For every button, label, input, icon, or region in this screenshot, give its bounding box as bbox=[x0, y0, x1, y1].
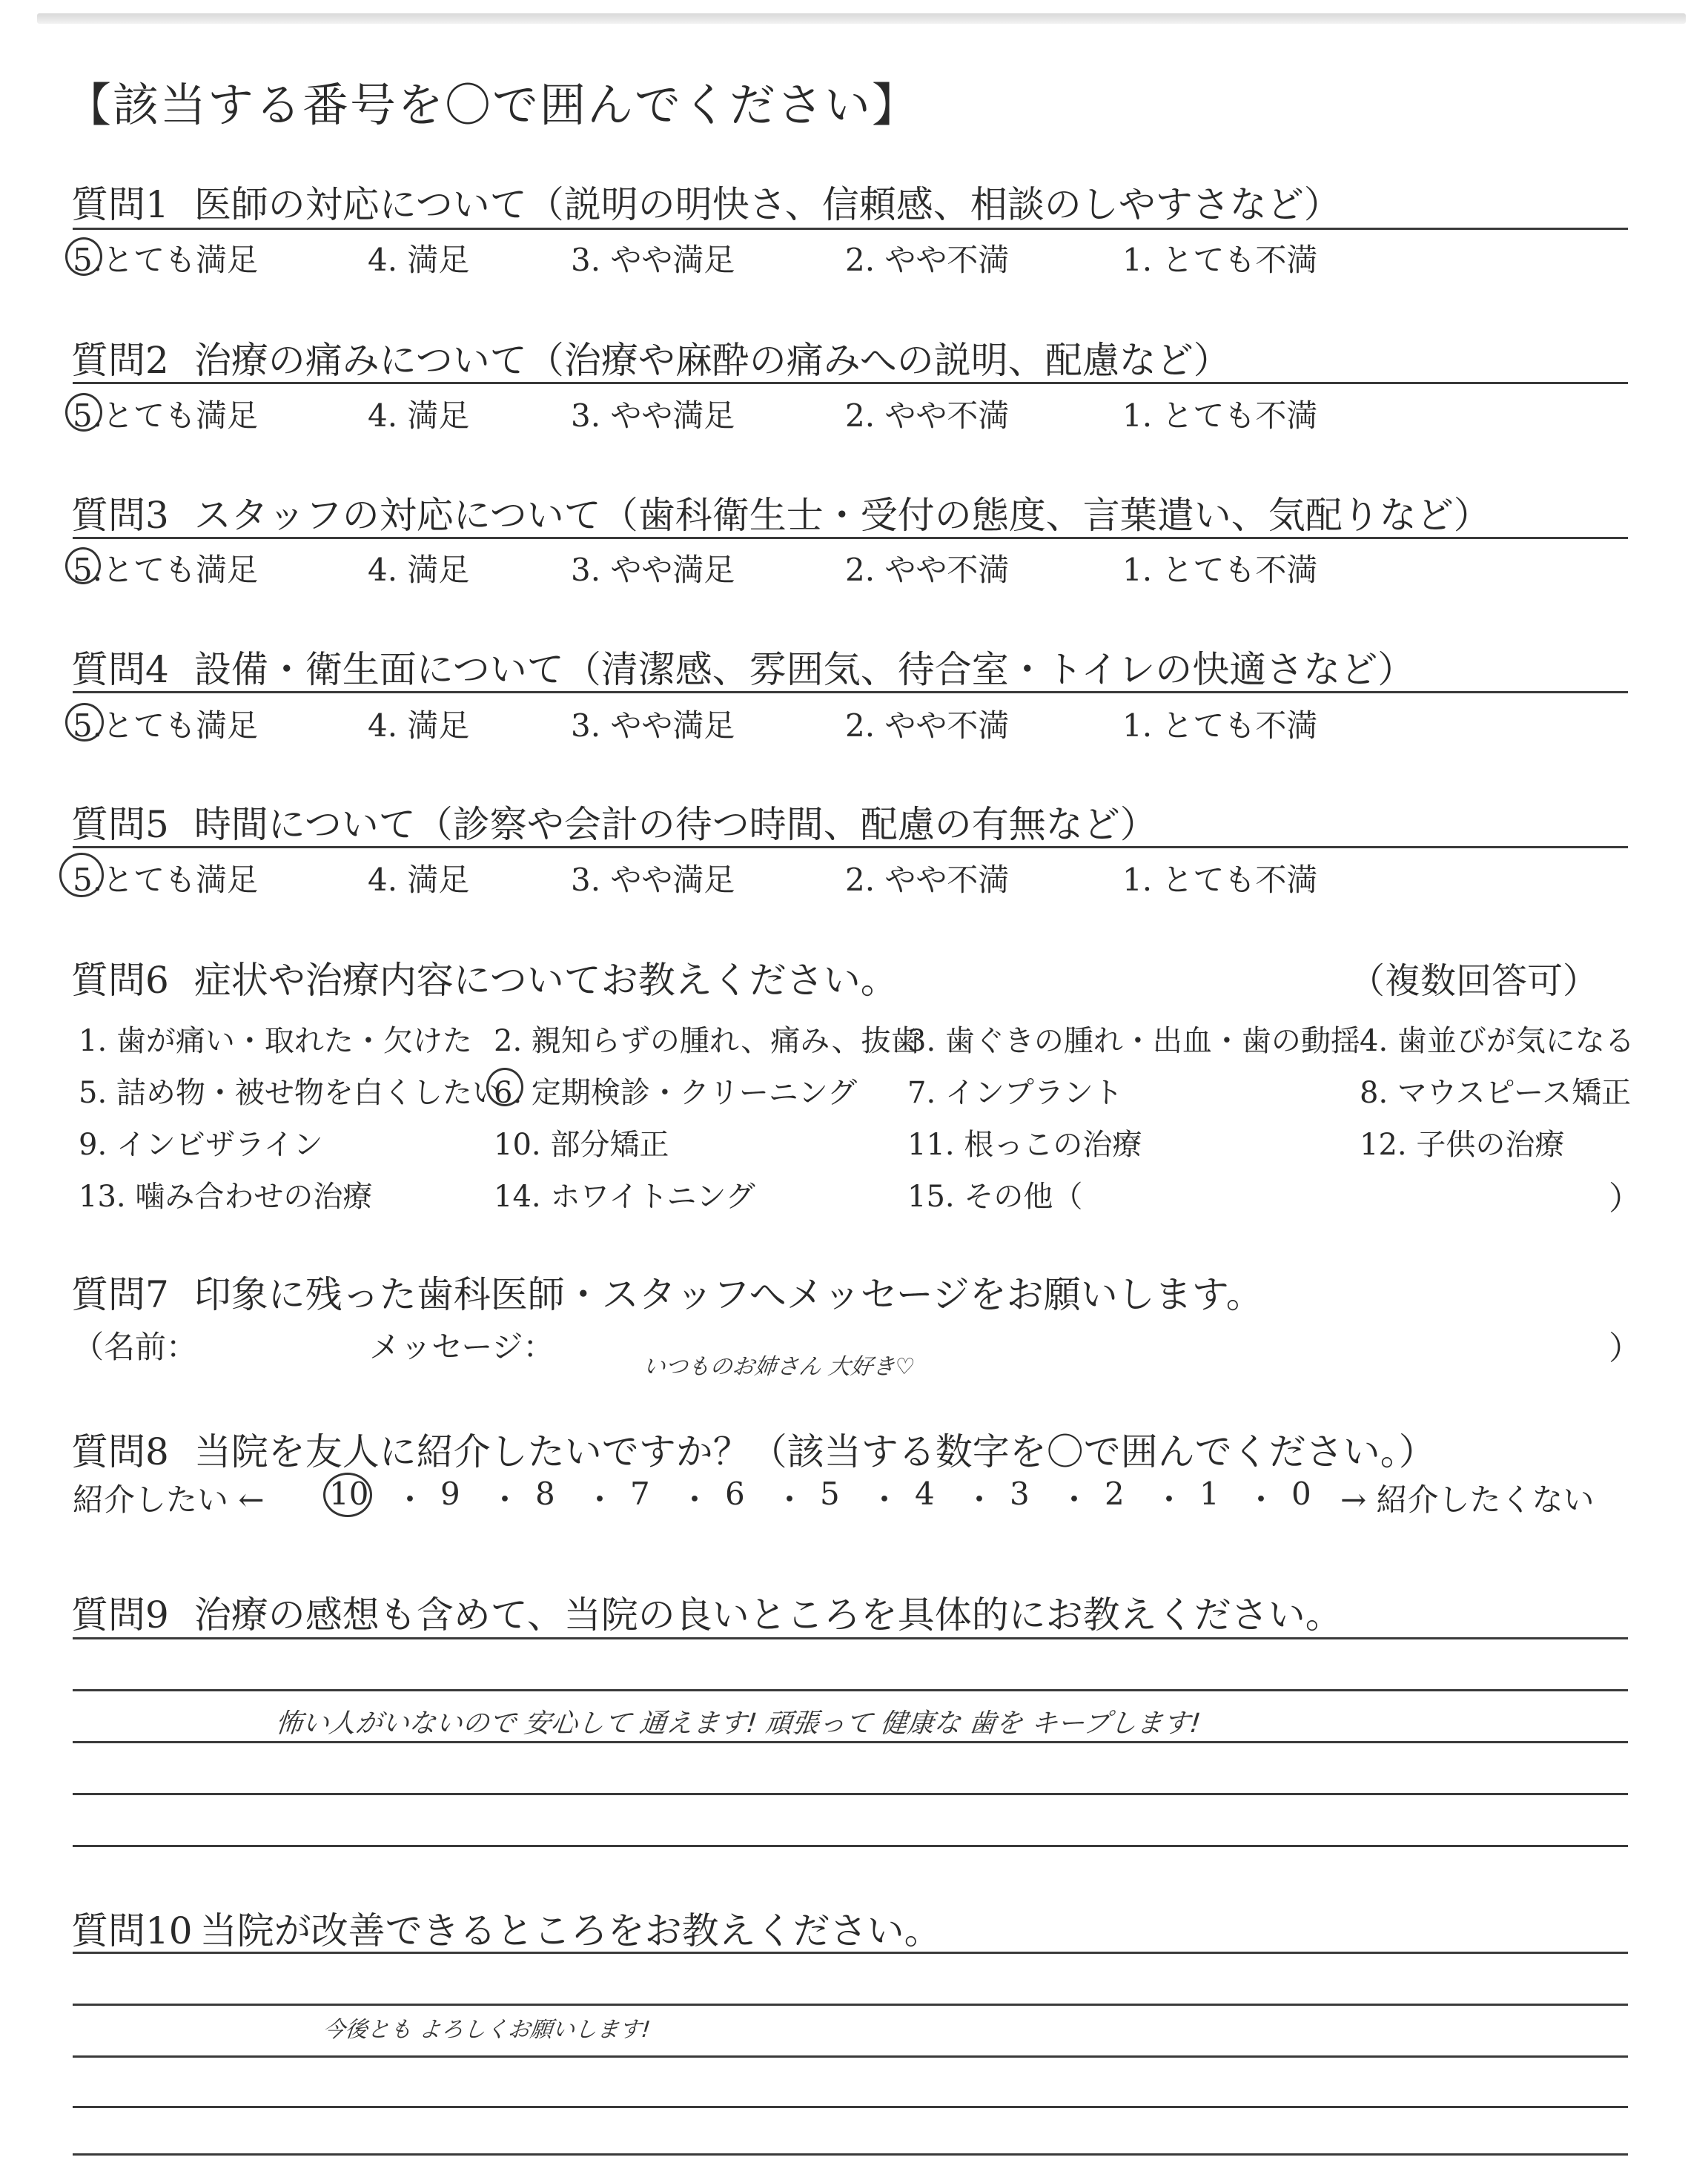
q4-option-1[interactable]: 1. とても不満 bbox=[1122, 707, 1318, 744]
q5-option-4[interactable]: 4. 満足 bbox=[368, 862, 470, 898]
q2-option-3[interactable]: 3. やや満足 bbox=[571, 397, 735, 434]
question-8-text: 当院を友人に紹介したいですか？（該当する数字を〇で囲んでください。） bbox=[193, 1430, 1436, 1473]
q8-sep: ・ bbox=[964, 1482, 996, 1518]
q8-sep: ・ bbox=[1245, 1482, 1277, 1518]
q6-item-4[interactable]: 4. 歯並びが気になる bbox=[1360, 1024, 1635, 1058]
q8-sep: ・ bbox=[774, 1482, 806, 1518]
q8-left-label: 紹介したい ← bbox=[73, 1482, 265, 1518]
q6-item-7[interactable]: 7. インプラント bbox=[907, 1076, 1123, 1110]
q1-option-1[interactable]: 1. とても不満 bbox=[1122, 242, 1318, 278]
q8-score-2[interactable]: 2 bbox=[1105, 1476, 1125, 1512]
question-9-number: 質問9 bbox=[71, 1593, 169, 1636]
q6-item-11[interactable]: 11. 根っこの治療 bbox=[907, 1128, 1142, 1162]
q6-item-10[interactable]: 10. 部分矯正 bbox=[494, 1128, 669, 1162]
q8-score-7[interactable]: 7 bbox=[630, 1476, 650, 1512]
question-3-number: 質問3 bbox=[71, 494, 169, 537]
q7-handwritten-message[interactable]: いつものお姉さん 大好き♡ bbox=[641, 1354, 916, 1380]
q9-writing-line bbox=[73, 1845, 1628, 1847]
q10-writing-line bbox=[73, 2153, 1628, 2156]
q8-score-10[interactable]: 10 bbox=[329, 1476, 369, 1512]
q3-option-5[interactable]: 5.とても満足 bbox=[73, 552, 259, 588]
scan-top-edge bbox=[37, 13, 1686, 24]
q6-item-5[interactable]: 5. 詰め物・被せ物を白くしたい bbox=[79, 1076, 502, 1110]
q6-item-6[interactable]: 6. 定期検診・クリーニング bbox=[494, 1076, 858, 1110]
question-10-text: 当院が改善できるところをお教えください。 bbox=[199, 1909, 941, 1952]
q8-score-3[interactable]: 3 bbox=[1010, 1476, 1030, 1512]
q1-option-5[interactable]: 5.とても満足 bbox=[73, 242, 259, 278]
q8-sep: ・ bbox=[869, 1482, 901, 1518]
q3-option-4[interactable]: 4. 満足 bbox=[368, 552, 470, 588]
question-1-number: 質問1 bbox=[71, 183, 169, 226]
question-7-text: 印象に残った歯科医師・スタッフへメッセージをお願いします。 bbox=[193, 1273, 1263, 1316]
q6-item-15[interactable]: 15. その他（ bbox=[907, 1180, 1083, 1214]
q3-option-2[interactable]: 2. やや不満 bbox=[845, 552, 1010, 588]
question-7-heading bbox=[71, 1265, 1263, 1318]
q9-writing-line bbox=[73, 1637, 1628, 1639]
q1-option-4[interactable]: 4. 満足 bbox=[368, 242, 470, 278]
question-4-text: 設備・衛生面について（清潔感、雰囲気、待合室・トイレの快適さなど） bbox=[193, 648, 1415, 691]
form-title: 【該当する番号を〇で囲んでください】 bbox=[65, 78, 920, 132]
question-6-heading bbox=[71, 951, 898, 1004]
question-1-text: 医師の対応について（説明の明快さ、信頼感、相談のしやすさなど） bbox=[193, 183, 1341, 226]
question-2-rule bbox=[73, 382, 1628, 384]
q1-option-2[interactable]: 2. やや不満 bbox=[845, 242, 1010, 278]
q8-sep: ・ bbox=[1059, 1482, 1090, 1518]
question-1-rule bbox=[73, 228, 1628, 230]
q8-score-0[interactable]: 0 bbox=[1291, 1476, 1311, 1512]
q9-handwritten-answer[interactable]: 怖い人がいないので 安心して 通えます! 頑張って 健康な 歯を キープします! bbox=[274, 1708, 1202, 1739]
q8-score-1[interactable]: 1 bbox=[1199, 1476, 1219, 1512]
q7-close-paren: ） bbox=[1609, 1330, 1641, 1367]
q10-writing-line bbox=[73, 2004, 1628, 2006]
question-5-number: 質問5 bbox=[71, 803, 169, 846]
question-6-number: 質問6 bbox=[71, 959, 169, 1002]
question-5-text: 時間について（診察や会計の待つ時間、配慮の有無など） bbox=[193, 803, 1157, 846]
q5-option-3[interactable]: 3. やや満足 bbox=[571, 862, 735, 898]
q8-score-5[interactable]: 5 bbox=[820, 1476, 840, 1512]
question-2-heading bbox=[71, 331, 1231, 384]
q7-name-label: （名前： bbox=[73, 1329, 198, 1365]
q10-writing-line bbox=[73, 1952, 1628, 1954]
q4-option-5[interactable]: 5.とても満足 bbox=[73, 707, 259, 744]
q6-item-9[interactable]: 9. インビザライン bbox=[79, 1128, 323, 1162]
q8-score-9[interactable]: 9 bbox=[440, 1476, 460, 1512]
question-8-heading bbox=[71, 1422, 1436, 1476]
q6-item-1[interactable]: 1. 歯が痛い・取れた・欠けた bbox=[79, 1024, 472, 1058]
q4-option-3[interactable]: 3. やや満足 bbox=[571, 707, 735, 744]
q6-item-3[interactable]: 3. 歯ぐきの腫れ・出血・歯の動揺 bbox=[907, 1024, 1360, 1058]
q8-right-label: → 紹介したくない bbox=[1340, 1482, 1595, 1518]
q1-option-3[interactable]: 3. やや満足 bbox=[571, 242, 735, 278]
question-4-heading bbox=[71, 640, 1414, 693]
q5-option-5[interactable]: 5.とても満足 bbox=[73, 862, 259, 898]
q9-writing-line bbox=[73, 1741, 1628, 1743]
q8-sep: ・ bbox=[1153, 1482, 1185, 1518]
q2-option-1[interactable]: 1. とても不満 bbox=[1122, 397, 1318, 434]
q10-writing-line bbox=[73, 2106, 1628, 2108]
q6-item-14[interactable]: 14. ホワイトニング bbox=[494, 1180, 755, 1214]
q6-item-12[interactable]: 12. 子供の治療 bbox=[1360, 1128, 1565, 1162]
question-3-text: スタッフの対応について（歯科衛生士・受付の態度、言葉遣い、気配りなど） bbox=[193, 494, 1491, 537]
question-2-number: 質問2 bbox=[71, 339, 169, 382]
q4-option-4[interactable]: 4. 満足 bbox=[368, 707, 470, 744]
q5-option-1[interactable]: 1. とても不満 bbox=[1122, 862, 1318, 898]
q10-handwritten-answer[interactable]: 今後とも よろしくお願いします! bbox=[321, 2017, 652, 2043]
question-10-number: 質問10 bbox=[71, 1909, 193, 1952]
question-2-text: 治療の痛みについて（治療や麻酔の痛みへの説明、配慮など） bbox=[193, 339, 1231, 382]
q10-writing-line bbox=[73, 2055, 1628, 2058]
question-4-rule bbox=[73, 691, 1628, 693]
q9-writing-line bbox=[73, 1793, 1628, 1795]
question-9-text: 治療の感想も含めて、当院の良いところを具体的にお教えください。 bbox=[193, 1593, 1343, 1636]
q8-score-6[interactable]: 6 bbox=[725, 1476, 745, 1512]
q2-option-5[interactable]: 5.とても満足 bbox=[73, 397, 259, 434]
q8-sep: ・ bbox=[489, 1482, 521, 1518]
question-8-number: 質問8 bbox=[71, 1430, 169, 1473]
q2-option-4[interactable]: 4. 満足 bbox=[368, 397, 470, 434]
q8-score-8[interactable]: 8 bbox=[535, 1476, 555, 1512]
q2-option-2[interactable]: 2. やや不満 bbox=[845, 397, 1010, 434]
question-5-heading bbox=[71, 795, 1157, 848]
q6-item-8[interactable]: 8. マウスピース矯正 bbox=[1360, 1076, 1632, 1110]
question-5-rule bbox=[73, 846, 1628, 848]
q4-option-2[interactable]: 2. やや不満 bbox=[845, 707, 1010, 744]
q6-item-13[interactable]: 13. 噛み合わせの治療 bbox=[79, 1180, 373, 1214]
question-6-text: 症状や治療内容についてお教えください。 bbox=[193, 959, 898, 1002]
q8-sep: ・ bbox=[584, 1482, 616, 1518]
q8-sep: ・ bbox=[679, 1482, 711, 1518]
q9-writing-line bbox=[73, 1689, 1628, 1691]
q5-option-2[interactable]: 2. やや不満 bbox=[845, 862, 1010, 898]
question-3-rule bbox=[73, 537, 1628, 539]
q8-sep: ・ bbox=[394, 1482, 426, 1518]
q3-option-3[interactable]: 3. やや満足 bbox=[571, 552, 735, 588]
question-9-heading bbox=[71, 1585, 1343, 1639]
multiple-answers-note: （複数回答可） bbox=[1348, 960, 1598, 1002]
q7-message-label: メッセージ： bbox=[369, 1329, 555, 1365]
question-3-heading bbox=[71, 486, 1491, 539]
question-4-number: 質問4 bbox=[71, 648, 169, 691]
question-1-heading bbox=[71, 175, 1341, 228]
question-7-number: 質問7 bbox=[71, 1273, 169, 1316]
question-10-heading bbox=[71, 1901, 941, 1955]
q6-item-2[interactable]: 2. 親知らずの腫れ、痛み、抜歯 bbox=[494, 1024, 921, 1058]
q8-score-4[interactable]: 4 bbox=[915, 1476, 935, 1512]
q3-option-1[interactable]: 1. とても不満 bbox=[1122, 552, 1318, 588]
q6-other-close-paren: ） bbox=[1609, 1180, 1641, 1218]
